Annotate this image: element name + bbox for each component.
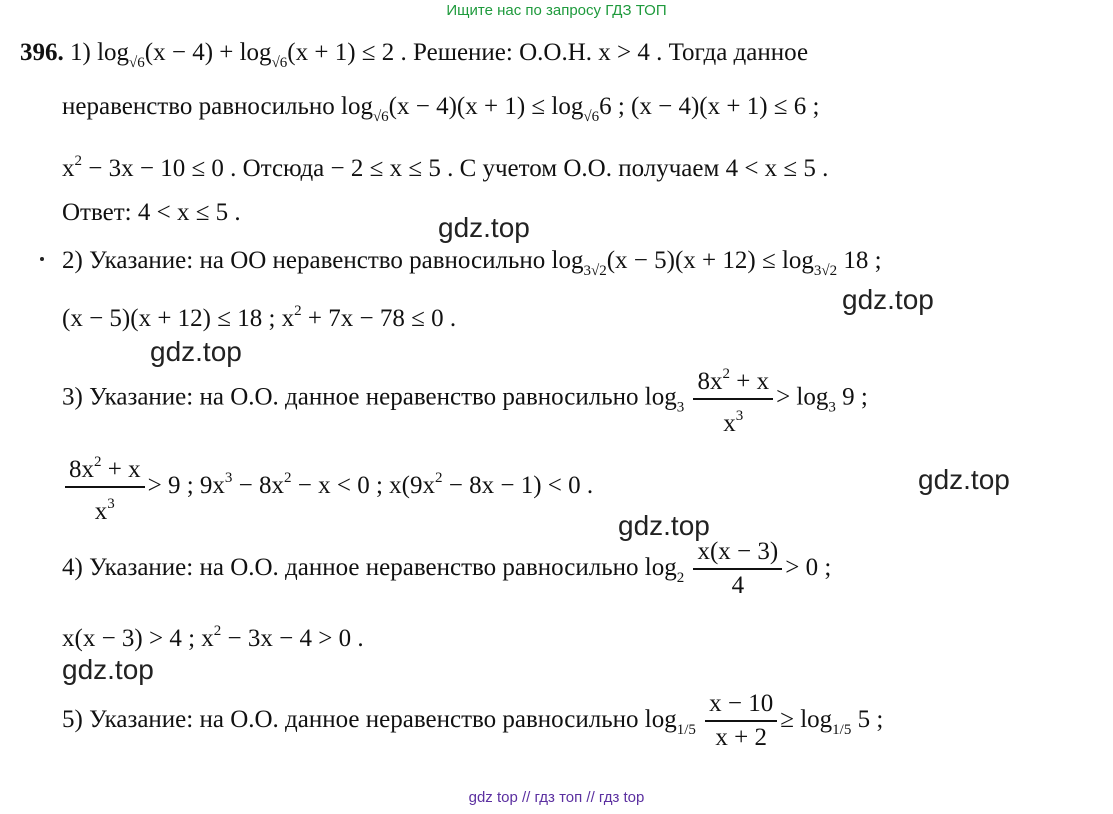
text: 9 ; <box>835 383 868 411</box>
search-banner[interactable]: Ищите нас по запросу ГДЗ ТОП <box>446 2 667 19</box>
fraction <box>705 690 777 752</box>
denominator: x + 2 <box>715 724 767 752</box>
superscript: 2 <box>284 470 292 486</box>
subscript: 1/5 <box>832 722 852 738</box>
problem-1-line-1 <box>20 38 808 78</box>
numerator: $8x^2 + x$ <box>693 360 773 400</box>
text: + 7x − 78 ≤ 0 . <box>301 305 457 332</box>
subscript: √6 <box>129 55 145 71</box>
superscript: 3 <box>224 470 233 486</box>
text: 5) Указание: на О.О. данное неравенство равносильно log <box>62 706 677 733</box>
subscript: 2 <box>676 570 685 586</box>
superscript: 2 <box>74 153 82 169</box>
superscript: 2 <box>294 303 302 319</box>
text: > 0 ; <box>785 554 832 581</box>
text: log <box>97 39 130 66</box>
problem-1-answer: Ответ: 4 < x ≤ 5 . <box>62 199 241 226</box>
subscript: 3 <box>676 399 685 416</box>
bullet-dot <box>40 257 44 261</box>
footer-links[interactable]: gdz top // гдз топ // гдз top <box>468 789 645 806</box>
text: 4) Указание: на О.О. данное неравенство равносильно log <box>62 554 677 581</box>
text: x(x − 3) > 4 ; x <box>62 625 214 652</box>
problem-4-line-1 <box>62 538 831 608</box>
problem-1-line-3 <box>62 146 828 184</box>
subscript: 3√2 <box>813 263 838 279</box>
text: 3) Указание: на О.О. данное неравенство равносильно log <box>62 383 677 411</box>
fraction <box>65 448 145 526</box>
subscript: 3 <box>828 399 836 416</box>
text: неравенство равносильно log <box>62 93 373 120</box>
watermark: gdz.top <box>150 336 242 367</box>
fraction <box>693 538 782 600</box>
watermark: gdz.top <box>62 654 154 685</box>
watermark: gdz.top <box>618 510 710 541</box>
problem-1-line-2 <box>62 92 819 132</box>
problem-2-line-2 <box>62 296 456 334</box>
text: − 3x − 10 ≤ 0 . Отсюда − 2 ≤ x ≤ 5 . С учетом О.О. получаем 4 < x ≤ 5 . <box>82 155 829 182</box>
text: (x − 5)(x + 12) ≤ 18 ; x <box>62 305 295 332</box>
text: 2) Указание: на ОО неравенство равносильно log <box>62 247 584 274</box>
text: (x + 1) ≤ 2 . Решение: О.О.Н. x > 4 . Тогда данное <box>287 39 809 66</box>
superscript: 2 <box>435 470 443 486</box>
denominator: $x^3$ <box>94 496 115 526</box>
text: (x − 4)(x + 1) ≤ log <box>388 93 584 120</box>
text: − 3x − 4 > 0 . <box>221 625 364 652</box>
fraction <box>693 360 773 438</box>
text: 5 ; <box>851 706 884 733</box>
subscript: 1/5 <box>676 722 696 738</box>
denominator: 4 <box>731 572 745 600</box>
text: 18 ; <box>837 247 882 274</box>
subscript: √6 <box>583 109 600 125</box>
text: x <box>62 155 75 182</box>
problem-number: 396. <box>20 39 64 66</box>
text: − x < 0 ; x(9x <box>291 472 435 499</box>
problem-2-line-1 <box>62 246 882 286</box>
text: (x − 4) + log <box>144 39 272 66</box>
text: > 9 ; 9x <box>147 472 225 499</box>
problem-5-line-1 <box>62 690 883 760</box>
watermark: gdz.top <box>842 284 934 315</box>
numerator: $8x^2 + x$ <box>65 448 145 488</box>
text: − 8x − 1) < 0 . <box>442 472 594 499</box>
problem-3-line-1 <box>62 360 868 438</box>
problem-3-line-2 <box>62 448 593 526</box>
subscript: √6 <box>372 109 389 125</box>
problem-4-line-2 <box>62 616 364 654</box>
text: ≥ log <box>780 706 833 733</box>
subscript: 3√2 <box>583 263 607 279</box>
text: 1) <box>70 39 91 66</box>
text: 6 ; (x − 4)(x + 1) ≤ 6 ; <box>599 93 820 120</box>
text: − 8x <box>232 472 285 499</box>
subscript: √6 <box>271 55 288 71</box>
numerator: x(x − 3) <box>693 538 782 570</box>
watermark: gdz.top <box>918 464 1010 495</box>
superscript: 2 <box>213 623 222 639</box>
watermark: gdz.top <box>438 212 530 243</box>
text: > log <box>776 383 829 411</box>
denominator: $x^3$ <box>723 408 744 437</box>
text: (x − 5)(x + 12) ≤ log <box>606 247 814 274</box>
numerator: x − 10 <box>705 690 777 722</box>
